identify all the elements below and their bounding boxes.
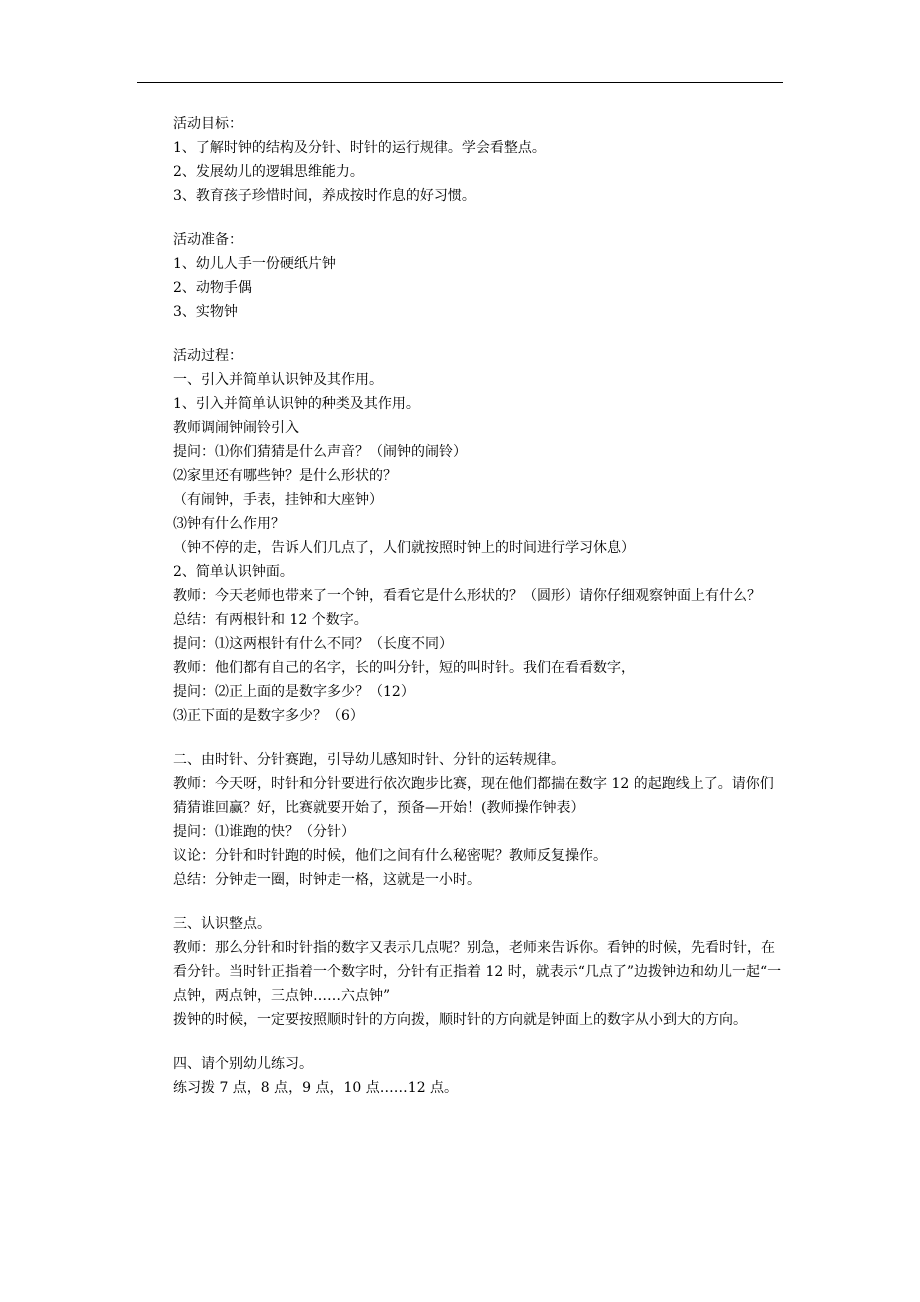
process-line: 1、引入并简单认识钟的种类及其作用。 xyxy=(173,396,420,412)
section-line: 练习拨 7 点，8 点，9 点，10 点……12 点。 xyxy=(173,1080,459,1096)
paragraph-gap xyxy=(137,1032,787,1052)
goal-item: 2、发展幼儿的逻辑思维能力。 xyxy=(173,164,364,180)
prep-heading: 活动准备： xyxy=(173,232,243,248)
process-line: （钟不停的走，告诉人们几点了，人们就按照时钟上的时间进行学习休息） xyxy=(173,540,635,556)
section-line: 总结：分钟走一圈，时钟走一格，这就是一小时。 xyxy=(173,872,481,888)
section-paragraph: 教师：那么分针和时针指的数字又表示几点呢？别急，老师来告诉你。看钟的时候，先看时针，在看分针。当时针正指着一个数字时，分针有正指着 12 时，就表示“几点了”边拨钟边和幼儿一起“一点钟，两点钟，三点钟……六点钟” xyxy=(173,940,782,1004)
process-line: 提问：⑴这两根针有什么不同？（长度不同） xyxy=(173,636,453,652)
process-line: 提问：⑴你们猜猜是什么声音？（闹钟的闹铃） xyxy=(173,444,467,460)
section-heading: 二、由时针、分针赛跑，引导幼儿感知时针、分针的运转规律。 xyxy=(173,752,565,768)
prep-item: 2、动物手偶 xyxy=(173,280,252,296)
process-paragraph: 教师：今天老师也带来了一个钟，看看它是什么形状的？（圆形）请你仔细观察钟面上有什么？ xyxy=(173,588,761,604)
goal-item: 3、教育孩子珍惜时间，养成按时作息的好习惯。 xyxy=(173,188,476,204)
process-heading: 活动过程： xyxy=(173,348,243,364)
paragraph-gap xyxy=(137,892,787,912)
process-line: 教师：他们都有自己的名字，长的叫分针，短的叫时针。我们在看看数字， xyxy=(173,660,635,676)
goals-heading: 活动目标： xyxy=(173,116,243,132)
process-line: ⑶钟有什么作用？ xyxy=(173,516,285,532)
header-rule xyxy=(137,82,783,83)
process-line: （有闹钟，手表，挂钟和大座钟） xyxy=(173,492,383,508)
process-line: 提问：⑵正上面的是数字多少？（12） xyxy=(173,684,415,700)
process-line: 2、简单认识钟面。 xyxy=(173,564,294,580)
goal-item: 1、了解时钟的结构及分针、时针的运行规律。学会看整点。 xyxy=(173,140,546,156)
prep-item: 3、实物钟 xyxy=(173,304,238,320)
paragraph-gap xyxy=(137,324,787,344)
document-body xyxy=(137,112,787,1100)
section-paragraph: 教师：今天呀，时针和分针要进行依次跑步比赛，现在他们都揣在数字 12 的起跑线上了。请你们猜猜谁回赢？好，比赛就要开始了，预备—开始！(教师操作钟表） xyxy=(173,776,774,816)
process-line: 总结：有两根针和 12 个数字。 xyxy=(173,612,368,628)
process-line: ⑵家里还有哪些钟？是什么形状的？ xyxy=(173,468,397,484)
section-line: 议论：分针和时针跑的时候，他们之间有什么秘密呢？教师反复操作。 xyxy=(173,848,607,864)
section-heading: 三、认识整点。 xyxy=(173,916,271,932)
section-paragraph: 拨钟的时候，一定要按照顺时针的方向拨，顺时针的方向就是钟面上的数字从小到大的方向。 xyxy=(173,1012,747,1028)
process-line: 教师调闹钟闹铃引入 xyxy=(173,420,299,436)
process-line: ⑶正下面的是数字多少？（6） xyxy=(173,708,364,724)
section-line: 提问：⑴谁跑的快？（分针） xyxy=(173,824,355,840)
process-line: 一、引入并简单认识钟及其作用。 xyxy=(173,372,383,388)
paragraph-gap xyxy=(137,728,787,748)
prep-item: 1、幼儿人手一份硬纸片钟 xyxy=(173,256,336,272)
section-heading: 四、请个别幼儿练习。 xyxy=(173,1056,313,1072)
paragraph-gap xyxy=(137,208,787,228)
